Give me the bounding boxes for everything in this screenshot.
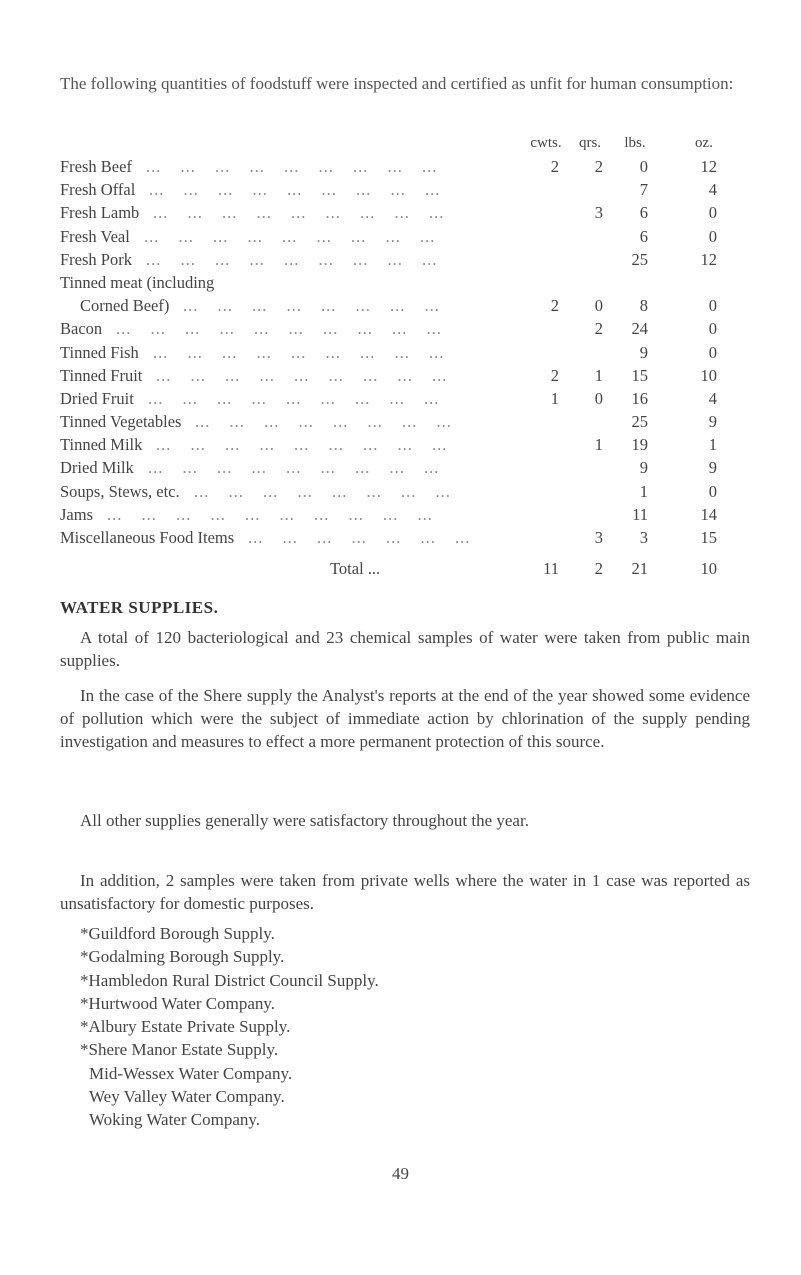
leader-dots: ... ... ... ... ... ... ... bbox=[248, 528, 471, 547]
cell-lbs: 6 bbox=[639, 203, 648, 223]
supply-item: Mid-Wessex Water Company. bbox=[89, 1063, 293, 1083]
cell-lbs: 19 bbox=[631, 435, 648, 455]
table-row bbox=[60, 203, 740, 226]
cell-qrs: 0 bbox=[594, 296, 603, 316]
cell-oz: 9 bbox=[708, 458, 717, 478]
row-label: Soups, Stews, etc. bbox=[60, 481, 180, 501]
cell-qrs: 1 bbox=[594, 435, 603, 455]
table-row bbox=[60, 273, 740, 296]
cell-qrs: 0 bbox=[594, 388, 603, 408]
row-label: Tinned Milk bbox=[60, 435, 143, 455]
leader-dots: ... ... ... ... ... ... ... ... ... bbox=[156, 365, 448, 385]
leader-dots: ... ... ... ... ... ... ... ... ... bbox=[149, 180, 441, 200]
table-row bbox=[60, 389, 740, 412]
row-label: Jams bbox=[60, 504, 93, 524]
total-lbs: 21 bbox=[631, 559, 648, 579]
row-label: Tinned Fish bbox=[60, 342, 139, 362]
table-row bbox=[60, 528, 740, 551]
leader-dots: ... ... ... ... ... ... ... ... bbox=[183, 296, 440, 316]
table-row bbox=[60, 458, 740, 481]
cell-oz: 10 bbox=[700, 365, 717, 385]
cell-lbs: 6 bbox=[639, 226, 648, 246]
table-row bbox=[60, 157, 740, 180]
table-row bbox=[60, 250, 740, 273]
table-total-row bbox=[60, 559, 740, 582]
cell-lbs: 9 bbox=[639, 342, 648, 362]
table-row bbox=[60, 296, 740, 319]
supply-item: *Albury Estate Private Supply. bbox=[80, 1017, 291, 1037]
supply-item: *Hurtwood Water Company. bbox=[80, 993, 276, 1013]
cell-oz: 12 bbox=[700, 249, 717, 269]
leader-dots: ... ... ... ... ... ... ... ... ... bbox=[153, 203, 445, 223]
supply-item: Woking Water Company. bbox=[89, 1110, 261, 1130]
row-label: Bacon bbox=[60, 319, 103, 339]
supply-item: *Guildford Borough Supply. bbox=[80, 924, 275, 943]
cell-qrs: 2 bbox=[594, 319, 603, 339]
cell-lbs: 1 bbox=[639, 481, 648, 501]
cell-qrs: 2 bbox=[594, 157, 603, 176]
cell-cwts: 2 bbox=[550, 365, 559, 385]
supply-list bbox=[80, 922, 379, 1132]
leader-dots: ... ... ... ... ... ... ... ... ... bbox=[148, 388, 440, 408]
cell-cwts: 1 bbox=[550, 388, 559, 408]
water-paragraph-4: In addition, 2 samples were taken from private wells where the water in 1 case was reported as unsatisfactory for domestic purposes. bbox=[60, 871, 750, 913]
supply-item: *Godalming Borough Supply. bbox=[80, 947, 285, 967]
supply-item: *Shere Manor Estate Supply. bbox=[80, 1040, 279, 1060]
row-label: Fresh Veal bbox=[60, 226, 130, 246]
total-label: Total ... bbox=[330, 559, 381, 579]
table-header-row bbox=[60, 135, 740, 157]
leader-dots: ... ... ... ... ... ... ... ... ... ... bbox=[107, 504, 433, 524]
cell-qrs: 3 bbox=[594, 528, 603, 547]
total-cwts: 11 bbox=[543, 559, 559, 579]
cell-oz: 0 bbox=[708, 342, 717, 362]
cell-lbs: 16 bbox=[631, 388, 648, 408]
cell-oz: 1 bbox=[708, 435, 717, 455]
table-row bbox=[60, 319, 740, 342]
header-lbs: lbs. bbox=[624, 135, 646, 151]
leader-dots: ... ... ... ... ... ... ... ... ... bbox=[146, 249, 438, 269]
supply-item: Wey Valley Water Company. bbox=[89, 1087, 285, 1107]
row-label: Tinned Fruit bbox=[60, 365, 143, 385]
row-label: Fresh Lamb bbox=[60, 203, 140, 223]
row-label: Fresh Beef bbox=[60, 157, 132, 176]
total-qrs: 2 bbox=[594, 559, 603, 579]
cell-oz: 9 bbox=[708, 412, 717, 432]
row-label: Fresh Offal bbox=[60, 180, 136, 200]
water-paragraph-2: In the case of the Shere supply the Analyst's reports at the end of the year showed some evidence of pollution which were the subject of immediate action by chlorination of the supply pending investigation and measures to effect a more permanent protection of this source. bbox=[60, 686, 750, 751]
cell-oz: 0 bbox=[708, 203, 717, 223]
leader-dots: ... ... ... ... ... ... ... ... ... bbox=[156, 435, 448, 455]
cell-oz: 14 bbox=[700, 504, 717, 524]
cell-lbs: 7 bbox=[639, 180, 648, 200]
table-row bbox=[60, 435, 740, 458]
cell-lbs: 3 bbox=[639, 528, 648, 547]
leader-dots: ... ... ... ... ... ... ... ... ... bbox=[148, 458, 440, 478]
cell-cwts: 2 bbox=[550, 296, 559, 316]
cell-lbs: 15 bbox=[631, 365, 648, 385]
cell-lbs: 9 bbox=[639, 458, 648, 478]
table-row bbox=[60, 482, 740, 505]
row-label: Tinned Vegetables bbox=[60, 412, 182, 432]
table-row bbox=[60, 180, 740, 203]
cell-oz: 0 bbox=[708, 319, 717, 339]
cell-lbs: 24 bbox=[631, 319, 648, 339]
leader-dots: ... ... ... ... ... ... ... ... bbox=[194, 481, 451, 501]
cell-oz: 4 bbox=[708, 180, 717, 200]
table-row bbox=[60, 412, 740, 435]
header-cwts: cwts. bbox=[530, 135, 562, 151]
leader-dots: ... ... ... ... ... ... ... ... bbox=[195, 412, 452, 432]
row-label: Miscellaneous Food Items bbox=[60, 528, 235, 547]
header-qrs: qrs. bbox=[578, 135, 602, 151]
water-paragraph-1: A total of 120 bacteriological and 23 chemical samples of water were taken from public main supplies. bbox=[60, 628, 750, 670]
table-row bbox=[60, 366, 740, 389]
row-label: Dried Fruit bbox=[60, 388, 134, 408]
leader-dots: ... ... ... ... ... ... ... ... ... bbox=[144, 226, 436, 246]
cell-lbs: 0 bbox=[639, 157, 648, 176]
cell-oz: 0 bbox=[708, 226, 717, 246]
row-label: Dried Milk bbox=[60, 458, 134, 478]
cell-oz: 15 bbox=[700, 528, 717, 547]
page-number: 49 bbox=[392, 1164, 409, 1183]
cell-cwts: 2 bbox=[550, 157, 559, 176]
cell-qrs: 1 bbox=[594, 365, 603, 385]
section-heading: WATER SUPPLIES. bbox=[60, 598, 219, 617]
row-label: Corned Beef) bbox=[80, 296, 170, 316]
leader-dots: ... ... ... ... ... ... ... ... ... ... bbox=[116, 319, 442, 339]
leader-dots: ... ... ... ... ... ... ... ... ... bbox=[146, 157, 438, 176]
cell-lbs: 25 bbox=[631, 412, 648, 432]
foodstuff-table bbox=[60, 135, 740, 582]
cell-qrs: 3 bbox=[594, 203, 603, 223]
intro-paragraph: The following quantities of foodstuff were inspected and certified as unfit for human consumption: bbox=[60, 74, 734, 93]
water-paragraph-3: All other supplies generally were satisfactory throughout the year. bbox=[80, 811, 529, 830]
leader-dots: ... ... ... ... ... ... ... ... ... bbox=[153, 342, 445, 362]
supply-item: *Hambledon Rural District Council Supply. bbox=[80, 970, 379, 990]
cell-oz: 0 bbox=[708, 481, 717, 501]
cell-oz: 12 bbox=[700, 157, 717, 176]
table-row bbox=[60, 343, 740, 366]
cell-lbs: 11 bbox=[632, 504, 648, 524]
table-row bbox=[60, 505, 740, 528]
table-row bbox=[60, 227, 740, 250]
cell-oz: 0 bbox=[708, 296, 717, 316]
table-body bbox=[60, 157, 740, 551]
cell-oz: 4 bbox=[708, 388, 717, 408]
row-label: Tinned meat (including bbox=[60, 272, 215, 292]
row-label: Fresh Pork bbox=[60, 249, 132, 269]
header-oz: oz. bbox=[695, 135, 713, 151]
cell-lbs: 8 bbox=[639, 296, 648, 316]
cell-lbs: 25 bbox=[631, 249, 648, 269]
total-oz: 10 bbox=[700, 559, 717, 579]
